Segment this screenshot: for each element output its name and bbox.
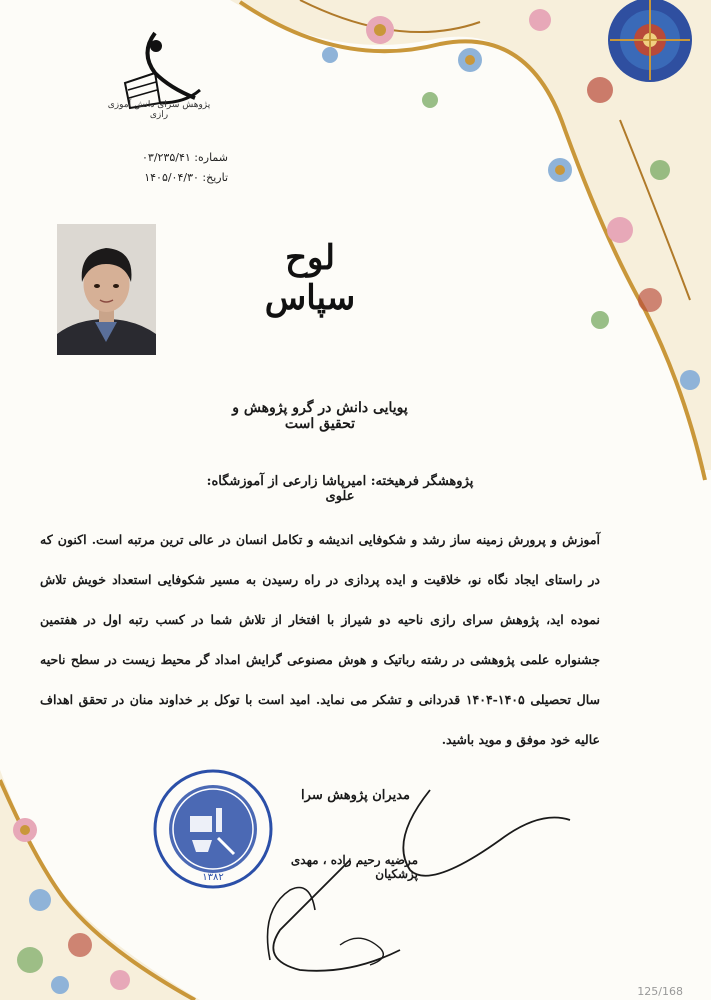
certificate-title: لوح سپاس [264,238,356,318]
number-label: شماره: [194,151,228,164]
signatory-title: مدیران پژوهش سرا [301,788,410,803]
certificate-meta [118,148,228,188]
date-value: ۱۴۰۵/۰۴/۳۰ [144,171,199,184]
certificate-subtitle: پویایی دانش در گرو پژوهش و تحقیق است [232,400,408,432]
student-photo [57,224,156,355]
number-value: ۰۳/۲۳۵/۴۱ [142,151,191,164]
stamp-year: ۱۳۸۲ [202,872,224,883]
number-line [118,148,228,168]
researcher-line: پژوهشگر فرهیخته: امیرپاشا زارعی از آموزشگاه: علوی [206,474,474,504]
signatory-names: مرضیه رحیم زاده ، مهدی پزشکیان [290,853,418,881]
date-line [118,168,228,188]
certificate-body: آموزش و پرورش زمینه ساز رشد و شکوفایی اندیشه و تکامل انسان در عالی ترین مرتبه است. اکنون که در راستای ایجاد نگاه نو، خلاقیت و ایده پردازی در راه رسیدن به مسیر شکوفایی استعداد خویش تلاش نموده اید، پژوهش سرای رازی ناحیه دو شیراز با افتخار از تلاش شما در کسب رتبه اول در هفتمین جشنواره علمی پژوهشی در رشته رباتیک و هوش مصنوعی گرایش امداد گر محیط زیست در سطح ناحیه سال تحصیلی ۱۴۰۵-۱۴۰۴ قدردانی و تشکر می نماید. امید است با توکل بر خداوند منان در تحقق اهداف عالیه خود موفق و موید باشید. [40,532,600,747]
date-label: تاریخ: [202,171,228,184]
logo-caption: پژوهش سرای دانش آموزی رازی [107,100,211,120]
page-number: 125/168 [637,985,683,998]
